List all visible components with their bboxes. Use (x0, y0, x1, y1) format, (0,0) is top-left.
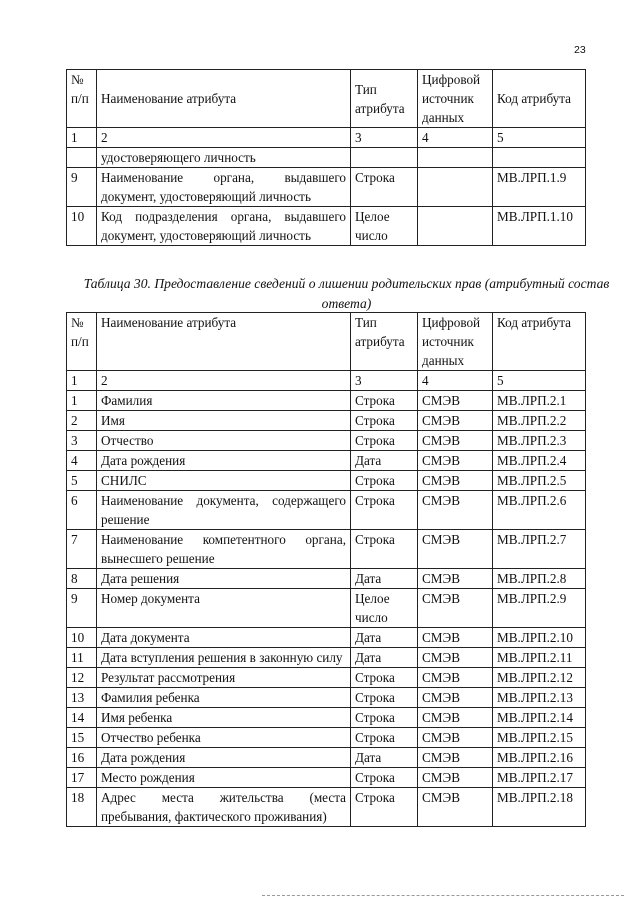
row-source: СМЭВ (418, 491, 493, 530)
row-type: Строка (351, 431, 418, 451)
row-code: МВ.ЛРП.2.1 (493, 391, 586, 411)
row-code: МВ.ЛРП.2.8 (493, 569, 586, 589)
row-name: Имя (97, 411, 351, 431)
table-row (67, 411, 586, 431)
footer-divider (262, 895, 624, 896)
row-code: МВ.ЛРП.2.10 (493, 628, 586, 648)
table-row (67, 569, 586, 589)
table-row (67, 648, 586, 668)
row-source: СМЭВ (418, 471, 493, 491)
row-source: СМЭВ (418, 648, 493, 668)
row-type: Целое число (351, 589, 418, 628)
table-header-row (67, 70, 586, 128)
index-cell: 5 (493, 371, 586, 391)
row-code: МВ.ЛРП.2.17 (493, 768, 586, 788)
index-cell: 4 (418, 128, 493, 148)
row-source: СМЭВ (418, 451, 493, 471)
row-code: МВ.ЛРП.2.6 (493, 491, 586, 530)
row-name: Дата вступления решения в законную силу (97, 648, 351, 668)
row-type: Дата (351, 451, 418, 471)
table-row (67, 391, 586, 411)
row-name: Дата решения (97, 569, 351, 589)
row-type: Целое число (351, 207, 418, 246)
row-source: СМЭВ (418, 628, 493, 648)
row-num: 6 (67, 491, 97, 530)
table-caption: Таблица 30. Предоставление сведений о лишении родительских прав (атрибутный состав ответа) (83, 276, 610, 311)
row-source: СМЭВ (418, 728, 493, 748)
row-type: Строка (351, 788, 418, 827)
table-row (67, 748, 586, 768)
header-type: Тип атрибута (351, 313, 418, 371)
table-header-row (67, 313, 586, 371)
row-source: СМЭВ (418, 411, 493, 431)
row-type: Дата (351, 569, 418, 589)
attributes-table-continued (66, 69, 586, 246)
row-code: МВ.ЛРП.2.15 (493, 728, 586, 748)
row-name: Отчество ребенка (97, 728, 351, 748)
row-source: СМЭВ (418, 768, 493, 788)
row-num: 4 (67, 451, 97, 471)
row-name: Наименование документа, содержащего решение (97, 491, 351, 530)
row-num: 8 (67, 569, 97, 589)
row-type: Строка (351, 411, 418, 431)
index-cell: 2 (97, 371, 351, 391)
table-row (67, 491, 586, 530)
header-name: Наименование атрибута (97, 70, 351, 128)
row-name: Фамилия (97, 391, 351, 411)
index-cell: 1 (67, 371, 97, 391)
row-source: СМЭВ (418, 569, 493, 589)
row-type: Дата (351, 628, 418, 648)
table-row (67, 768, 586, 788)
table-row (67, 451, 586, 471)
row-name: Имя ребенка (97, 708, 351, 728)
table-row (67, 668, 586, 688)
row-type: Строка (351, 768, 418, 788)
row-code: МВ.ЛРП.2.9 (493, 589, 586, 628)
row-code: МВ.ЛРП.2.11 (493, 648, 586, 668)
row-source: СМЭВ (418, 530, 493, 569)
row-name: Код подразделения органа, выдавшего документ, удостоверяющий личность (97, 207, 351, 246)
row-num: 18 (67, 788, 97, 827)
index-cell: 3 (351, 128, 418, 148)
row-num: 1 (67, 391, 97, 411)
row-code: МВ.ЛРП.2.18 (493, 788, 586, 827)
row-num: 2 (67, 411, 97, 431)
row-num: 11 (67, 648, 97, 668)
row-type: Строка (351, 728, 418, 748)
table-row (67, 589, 586, 628)
row-name: Наименование органа, выдавшего документ, удостоверяющий личность (97, 168, 351, 207)
header-name: Наименование атрибута (97, 313, 351, 371)
row-source: СМЭВ (418, 391, 493, 411)
row-source: СМЭВ (418, 668, 493, 688)
header-source: Цифровой источник данных (418, 313, 493, 371)
row-type: Строка (351, 530, 418, 569)
table-row (67, 530, 586, 569)
header-code: Код атрибута (493, 313, 586, 371)
row-code: МВ.ЛРП.2.14 (493, 708, 586, 728)
row-name: СНИЛС (97, 471, 351, 491)
index-cell: 5 (493, 128, 586, 148)
index-cell: 4 (418, 371, 493, 391)
row-num: 9 (67, 168, 97, 207)
row-type: Строка (351, 708, 418, 728)
row-code: МВ.ЛРП.2.4 (493, 451, 586, 471)
row-code: МВ.ЛРП.2.5 (493, 471, 586, 491)
row-source: СМЭВ (418, 748, 493, 768)
row-source: СМЭВ (418, 431, 493, 451)
row-type: Строка (351, 471, 418, 491)
row-name: Дата рождения (97, 748, 351, 768)
row-code: МВ.ЛРП.2.3 (493, 431, 586, 451)
row-name: Отчество (97, 431, 351, 451)
row-num: 17 (67, 768, 97, 788)
row-name: Адрес места жительства (места пребывания, фактического проживания) (97, 788, 351, 827)
index-row (67, 371, 586, 391)
row-code: МВ.ЛРП.2.2 (493, 411, 586, 431)
row-code: МВ.ЛРП.2.16 (493, 748, 586, 768)
index-cell: 3 (351, 371, 418, 391)
row-type: Строка (351, 688, 418, 708)
row-num: 13 (67, 688, 97, 708)
row-source: СМЭВ (418, 589, 493, 628)
row-name: Номер документа (97, 589, 351, 628)
table-row (67, 688, 586, 708)
row-num: 5 (67, 471, 97, 491)
row-num: 15 (67, 728, 97, 748)
table-row (67, 471, 586, 491)
row-type: Строка (351, 668, 418, 688)
row-type: Дата (351, 648, 418, 668)
row-num: 14 (67, 708, 97, 728)
row-type: Строка (351, 491, 418, 530)
table-row (67, 168, 586, 207)
row-num: 12 (67, 668, 97, 688)
row-name: Место рождения (97, 768, 351, 788)
row-num: 7 (67, 530, 97, 569)
table-row (67, 628, 586, 648)
row-num: 9 (67, 589, 97, 628)
header-type: Тип атрибута (351, 70, 418, 128)
header-num: № п/п (67, 313, 97, 371)
table-row (67, 207, 586, 246)
row-type: Строка (351, 168, 418, 207)
table-body (67, 391, 586, 827)
row-source: СМЭВ (418, 788, 493, 827)
row-code: МВ.ЛРП.1.9 (493, 168, 586, 207)
row-source (418, 207, 493, 246)
row-code: МВ.ЛРП.2.7 (493, 530, 586, 569)
page-number: 23 (574, 44, 586, 56)
row-name: Дата документа (97, 628, 351, 648)
header-code: Код атрибута (493, 70, 586, 128)
attributes-table (66, 312, 586, 827)
row-source: СМЭВ (418, 708, 493, 728)
row-type: Дата (351, 748, 418, 768)
header-num: № п/п (67, 70, 97, 128)
row-name: Результат рассмотрения (97, 668, 351, 688)
table-row (67, 431, 586, 451)
table-row (67, 788, 586, 827)
row-name: Фамилия ребенка (97, 688, 351, 708)
header-source: Цифровой источник данных (418, 70, 493, 128)
row-source: СМЭВ (418, 688, 493, 708)
table-row (67, 148, 586, 168)
row-code: МВ.ЛРП.2.12 (493, 668, 586, 688)
row-type: Строка (351, 391, 418, 411)
row-code: МВ.ЛРП.2.13 (493, 688, 586, 708)
row-name: Наименование компетентного органа, вынесшего решение (97, 530, 351, 569)
row-num: 16 (67, 748, 97, 768)
row-source (418, 168, 493, 207)
row-code: МВ.ЛРП.1.10 (493, 207, 586, 246)
row-name: Дата рождения (97, 451, 351, 471)
index-cell: 1 (67, 128, 97, 148)
row-num: 10 (67, 207, 97, 246)
index-cell: 2 (97, 128, 351, 148)
continued-name-cell: удостоверяющего личность (97, 148, 351, 168)
row-num: 3 (67, 431, 97, 451)
table-row (67, 728, 586, 748)
index-row (67, 128, 586, 148)
row-num: 10 (67, 628, 97, 648)
table-row (67, 708, 586, 728)
